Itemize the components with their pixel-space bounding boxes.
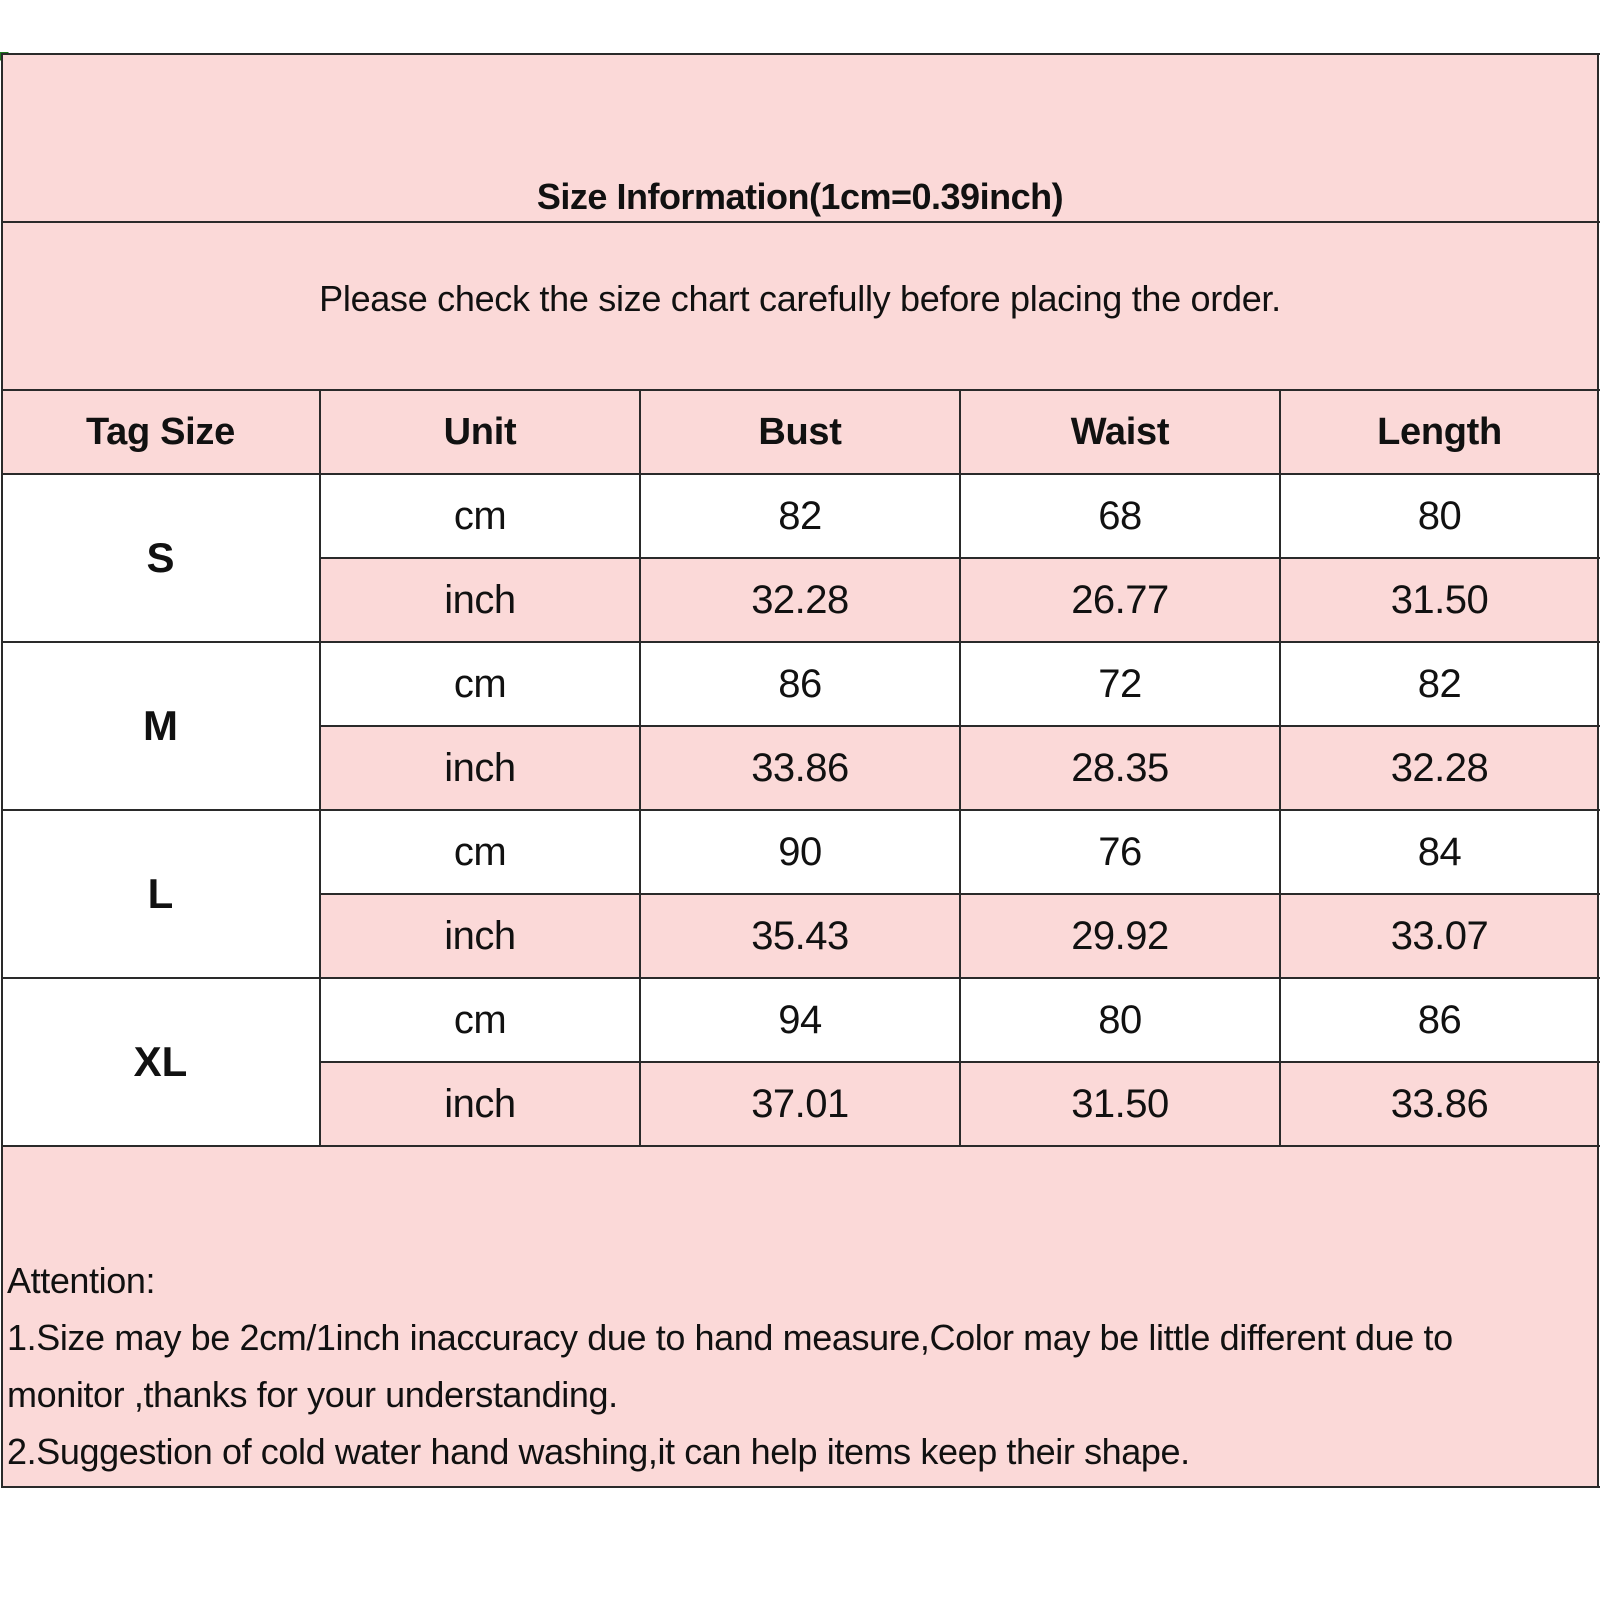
header-unit: Unit [320, 390, 640, 474]
length-value: 31.50 [1280, 558, 1599, 642]
bust-value: 86 [640, 642, 960, 726]
attention-item: 1.Size may be 2cm/1inch inaccuracy due to hand measure,Color may be little different due to monitor ,thanks for your understanding. [7, 1317, 1453, 1415]
grid-line [1, 1145, 1600, 1147]
unit-cell: inch [320, 726, 640, 810]
bust-value: 32.28 [640, 558, 960, 642]
length-value: 33.07 [1280, 894, 1599, 978]
grid-line [1, 1486, 1600, 1488]
attention-heading: Attention: [7, 1260, 156, 1301]
grid-line [1, 641, 1600, 643]
bust-value: 90 [640, 810, 960, 894]
bust-value: 94 [640, 978, 960, 1062]
tag-size-m: M [1, 642, 320, 810]
bust-value: 37.01 [640, 1062, 960, 1146]
waist-value: 72 [960, 642, 1280, 726]
grid-line [1, 54, 3, 1488]
size-chart-sheet [1, 54, 1599, 1488]
bust-value: 33.86 [640, 726, 960, 810]
waist-value: 29.92 [960, 894, 1280, 978]
chart-notice: Please check the size chart carefully before placing the order. [1, 222, 1599, 390]
grid-line [319, 390, 321, 1146]
unit-cell: inch [320, 1062, 640, 1146]
unit-cell: cm [320, 642, 640, 726]
waist-value: 28.35 [960, 726, 1280, 810]
bust-value: 82 [640, 474, 960, 558]
grid-line [1, 221, 1600, 223]
length-value: 82 [1280, 642, 1599, 726]
tag-size-s: S [1, 474, 320, 642]
header-bust: Bust [640, 390, 960, 474]
unit-cell: inch [320, 894, 640, 978]
unit-cell: cm [320, 810, 640, 894]
waist-value: 31.50 [960, 1062, 1280, 1146]
grid-line [320, 1061, 1600, 1063]
grid-line [1, 53, 1600, 55]
header-length: Length [1280, 390, 1599, 474]
tag-size-l: L [1, 810, 320, 978]
chart-title: Size Information(1cm=0.39inch) [1, 54, 1599, 222]
grid-line [1, 389, 1600, 391]
tag-size-xl: XL [1, 978, 320, 1146]
unit-cell: cm [320, 474, 640, 558]
unit-cell: cm [320, 978, 640, 1062]
waist-value: 68 [960, 474, 1280, 558]
attention-item: 2.Suggestion of cold water hand washing,it can help items keep their shape. [7, 1431, 1190, 1472]
grid-line [320, 893, 1600, 895]
length-value: 33.86 [1280, 1062, 1599, 1146]
grid-line [320, 725, 1600, 727]
attention-note [1, 1146, 1599, 1488]
grid-line [959, 390, 961, 1146]
length-value: 32.28 [1280, 726, 1599, 810]
length-value: 86 [1280, 978, 1599, 1062]
unit-cell: inch [320, 558, 640, 642]
waist-value: 80 [960, 978, 1280, 1062]
header-tag-size: Tag Size [1, 390, 320, 474]
grid-line [1279, 390, 1281, 1146]
bust-value: 35.43 [640, 894, 960, 978]
grid-line [1, 809, 1600, 811]
waist-value: 26.77 [960, 558, 1280, 642]
grid-line [320, 557, 1600, 559]
length-value: 80 [1280, 474, 1599, 558]
grid-line [1, 473, 1600, 475]
waist-value: 76 [960, 810, 1280, 894]
grid-line [1597, 54, 1599, 1488]
header-waist: Waist [960, 390, 1280, 474]
grid-line [639, 390, 641, 1146]
grid-line [1, 977, 1600, 979]
length-value: 84 [1280, 810, 1599, 894]
